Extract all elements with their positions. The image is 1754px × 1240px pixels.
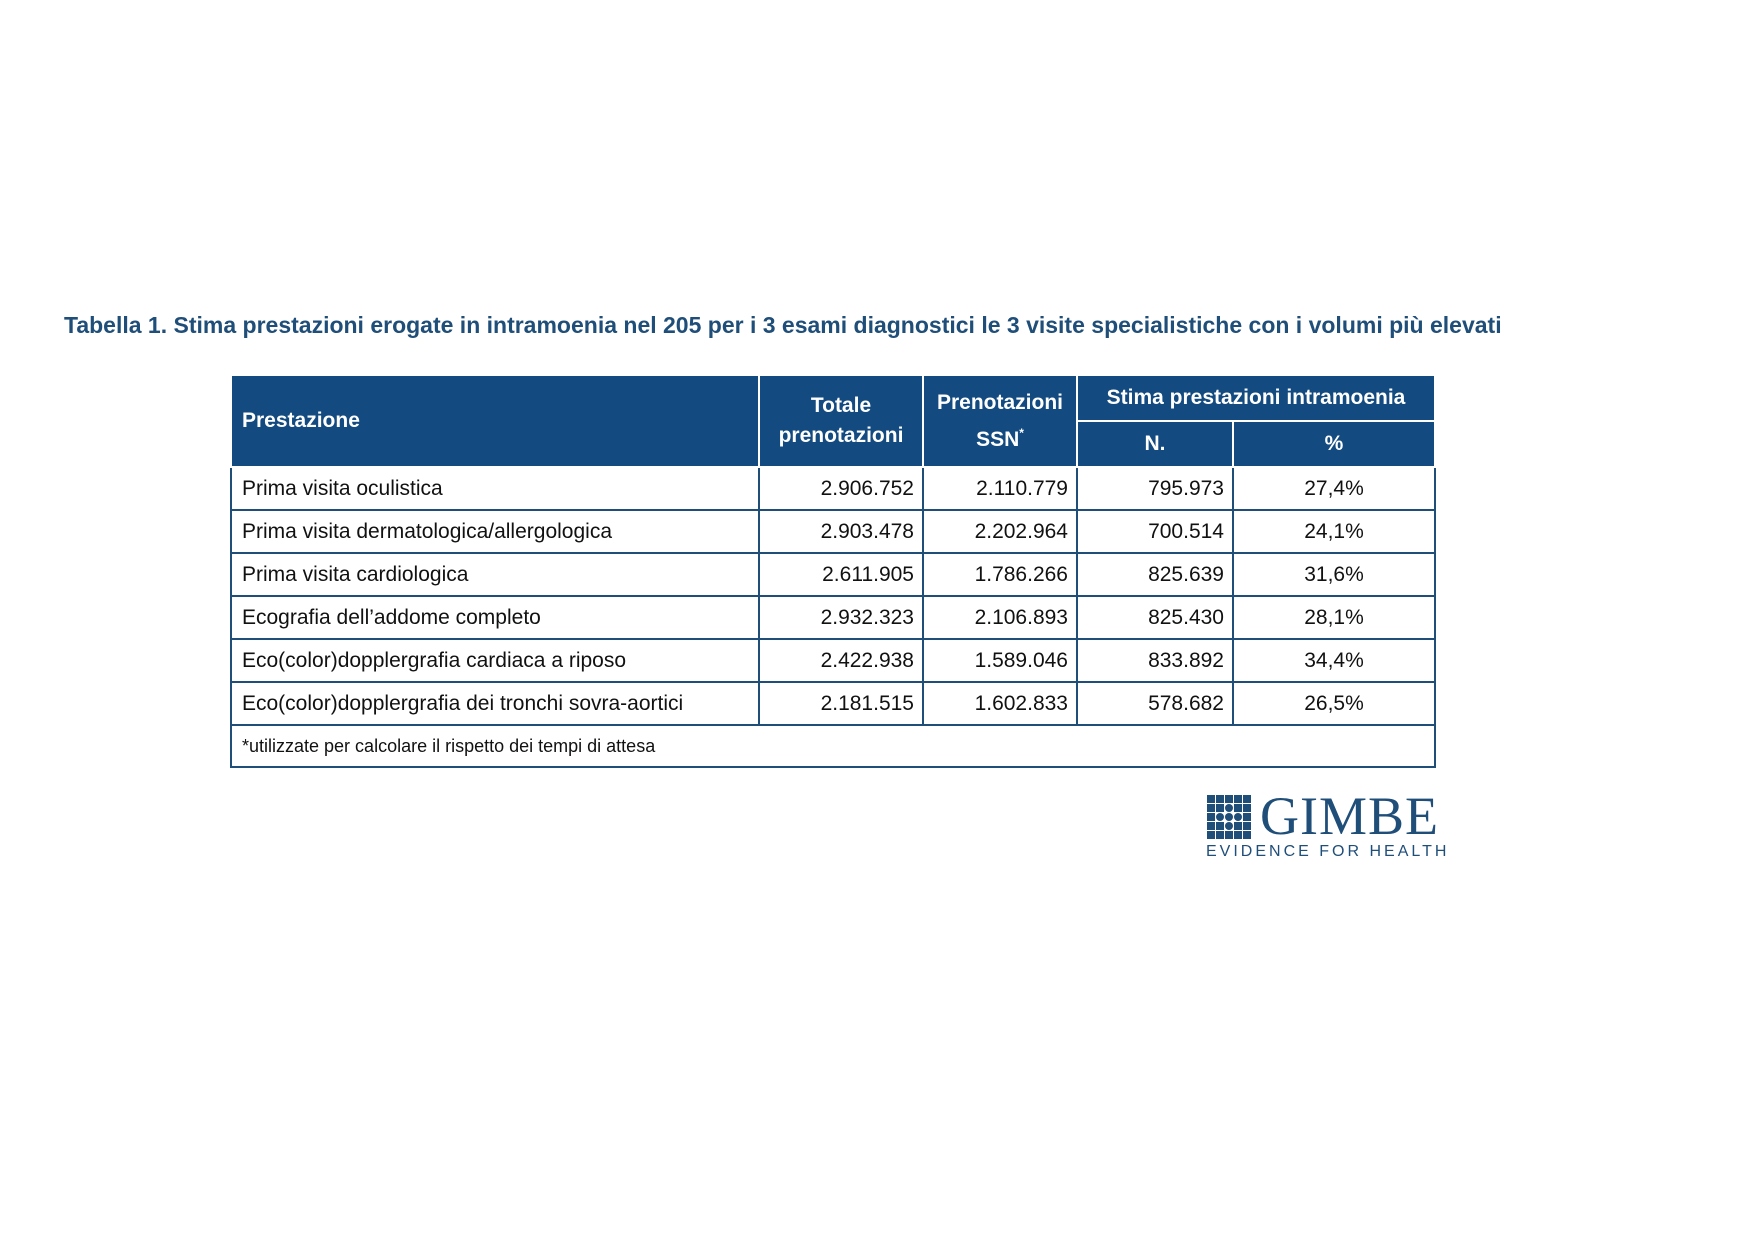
cell-totale: 2.181.515 [759,682,923,725]
cell-pct: 31,6% [1233,553,1435,596]
cell-n: 833.892 [1077,639,1233,682]
header-totale-prenotazioni [759,375,923,467]
cell-prestazione: Prima visita dermatologica/allergologica [231,510,759,553]
table-title: Tabella 1. Stima prestazioni erogate in intramoenia nel 205 per i 3 esami diagnostici le 3 visite specialistiche con i volumi più elevati [64,312,1502,338]
cell-totale: 2.906.752 [759,467,923,510]
cell-ssn: 1.786.266 [923,553,1077,596]
header-ssn-line2: SSN [976,427,1020,451]
footnote-row [231,725,1435,767]
footnote: *utilizzate per calcolare il rispetto dei tempi di attesa [231,725,1435,767]
cell-ssn: 2.106.893 [923,596,1077,639]
table-row [231,467,1435,510]
table-row [231,553,1435,596]
cell-prestazione: Prima visita oculistica [231,467,759,510]
cell-n: 578.682 [1077,682,1233,725]
logo-brand: GIMBE [1260,786,1439,846]
cell-pct: 24,1% [1233,510,1435,553]
cell-ssn: 1.602.833 [923,682,1077,725]
header-pct: % [1233,421,1435,467]
table-row [231,682,1435,725]
cell-totale: 2.903.478 [759,510,923,553]
cell-ssn: 2.110.779 [923,467,1077,510]
cell-ssn: 2.202.964 [923,510,1077,553]
cell-n: 795.973 [1077,467,1233,510]
header-totale-line2: prenotazioni [778,424,904,447]
cell-ssn: 1.589.046 [923,639,1077,682]
header-n: N. [1077,421,1233,467]
table-row [231,510,1435,553]
header-prestazione: Prestazione [231,375,759,467]
cell-pct: 26,5% [1233,682,1435,725]
cell-n: 825.639 [1077,553,1233,596]
cell-prestazione: Eco(color)dopplergrafia dei tronchi sovra-aortici [231,682,759,725]
cell-n: 825.430 [1077,596,1233,639]
cell-pct: 34,4% [1233,639,1435,682]
gimbe-logo [1204,786,1450,860]
header-prenotazioni-ssn [923,375,1077,467]
cell-totale: 2.932.323 [759,596,923,639]
header-totale-line1: Totale [810,394,872,417]
cell-pct: 28,1% [1233,596,1435,639]
cell-totale: 2.422.938 [759,639,923,682]
cell-prestazione: Prima visita cardiologica [231,553,759,596]
table-row [231,596,1435,639]
logo-tagline: EVIDENCE FOR HEALTH [1206,843,1450,860]
cell-totale: 2.611.905 [759,553,923,596]
data-table [230,374,1436,768]
cell-prestazione: Ecografia dell’addome completo [231,596,759,639]
cell-pct: 27,4% [1233,467,1435,510]
cell-prestazione: Eco(color)dopplergrafia cardiaca a riposo [231,639,759,682]
header-ssn-mark: * [1019,425,1024,440]
table-row [231,639,1435,682]
dot-grid-icon [1206,794,1252,840]
cell-n: 700.514 [1077,510,1233,553]
header-ssn-line1: Prenotazioni [936,390,1063,414]
header-stima-group: Stima prestazioni intramoenia [1077,375,1435,421]
